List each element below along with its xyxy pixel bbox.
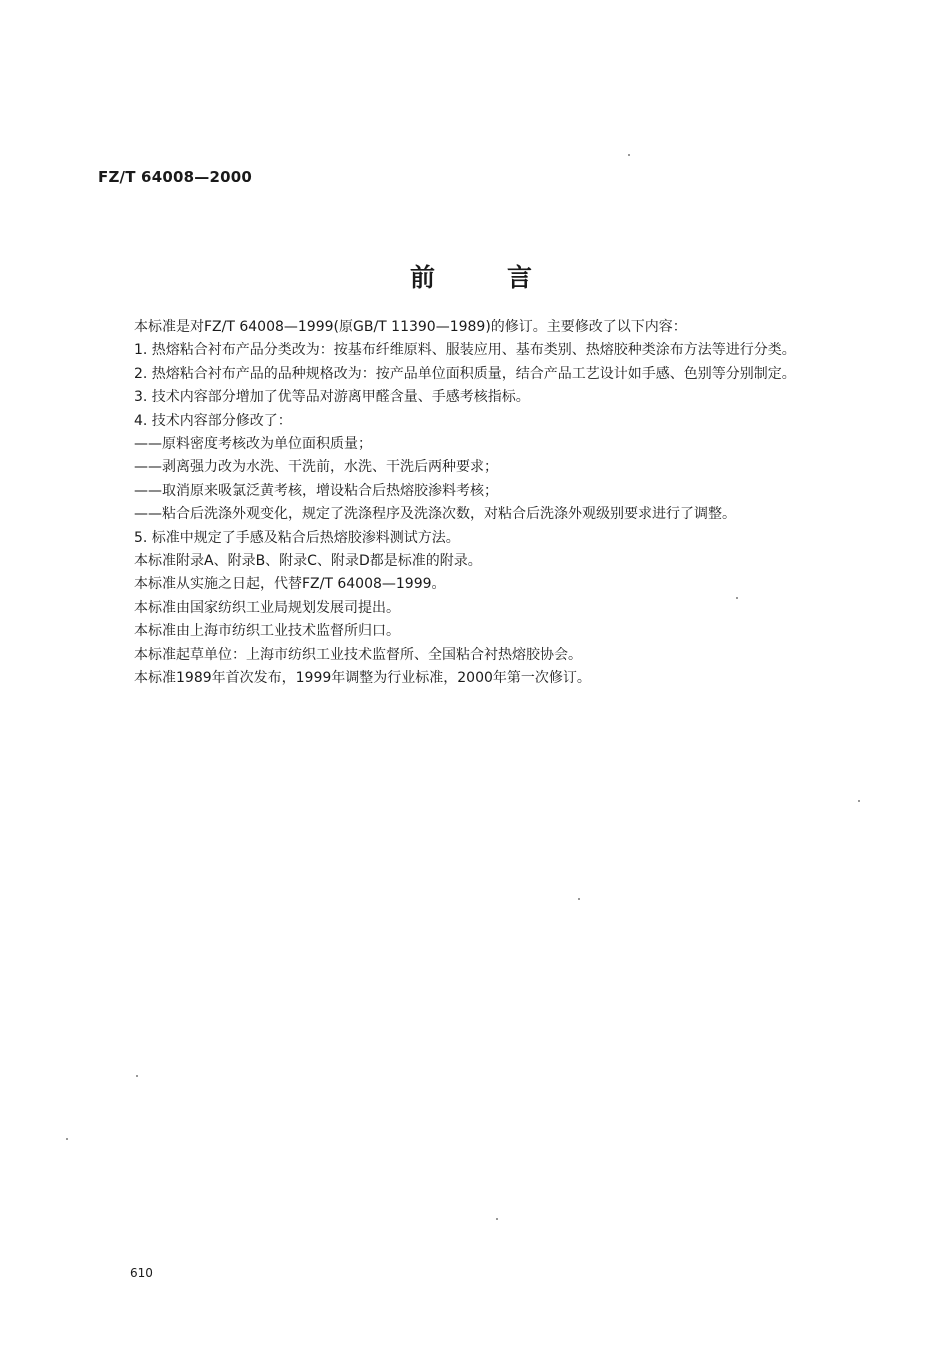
item-4-sub-4: ——粘合后洗涤外观变化，规定了洗涤程序及洗涤次数，对粘合后洗涤外观级别要求进行了调整。 (134, 506, 736, 523)
drafted-by-paragraph: 本标准起草单位：上海市纺织工业技术监督所、全国粘合衬热熔胶协会。 (134, 646, 582, 663)
replaces-paragraph: 本标准从实施之日起，代替FZ/T 64008—1999。 (134, 576, 446, 593)
standard-number: FZ/T 64008—2000 (98, 168, 252, 186)
scan-speck (66, 1138, 68, 1140)
page-title: 前言 (409, 263, 604, 292)
scan-speck (136, 1075, 138, 1077)
foreword-body (110, 316, 840, 691)
history-paragraph: 本标准1989年首次发布，1999年调整为行业标准，2000年第一次修订。 (134, 670, 591, 687)
item-5: 5. 标准中规定了手感及粘合后热熔胶渗料测试方法。 (134, 529, 460, 546)
item-1: 1. 热熔粘合衬布产品分类改为：按基布纤维原料、服装应用、基布类别、热熔胶种类涂布方法等进行分类。 (134, 342, 796, 359)
scan-speck (578, 898, 580, 900)
intro-paragraph: 本标准是对FZ/T 64008—1999(原GB/T 11390—1989)的修订。主要修改了以下内容： (134, 319, 687, 335)
appendix-paragraph: 本标准附录A、附录B、附录C、附录D都是标准的附录。 (134, 553, 482, 570)
item-3: 3. 技术内容部分增加了优等品对游离甲醛含量、手感考核指标。 (134, 389, 530, 406)
item-4: 4. 技术内容部分修改了： (134, 412, 292, 429)
item-4-sub-1: ——原料密度考核改为单位面积质量； (134, 436, 372, 453)
scan-speck (628, 154, 630, 156)
page-number: 610 (130, 1266, 153, 1280)
scan-speck (496, 1218, 498, 1220)
proposed-by-paragraph: 本标准由国家纺织工业局规划发展司提出。 (134, 599, 400, 616)
scan-speck (736, 597, 738, 599)
centralized-by-paragraph: 本标准由上海市纺织工业技术监督所归口。 (134, 623, 400, 640)
item-4-sub-3: ——取消原来吸氯泛黄考核，增设粘合后热熔胶渗料考核； (134, 482, 498, 499)
item-4-sub-2: ——剥离强力改为水洗、干洗前，水洗、干洗后两种要求； (134, 459, 498, 476)
item-2: 2. 热熔粘合衬布产品的品种规格改为：按产品单位面积质量，结合产品工艺设计如手感、色别等分别制定。 (134, 365, 796, 382)
scan-speck (858, 800, 860, 802)
